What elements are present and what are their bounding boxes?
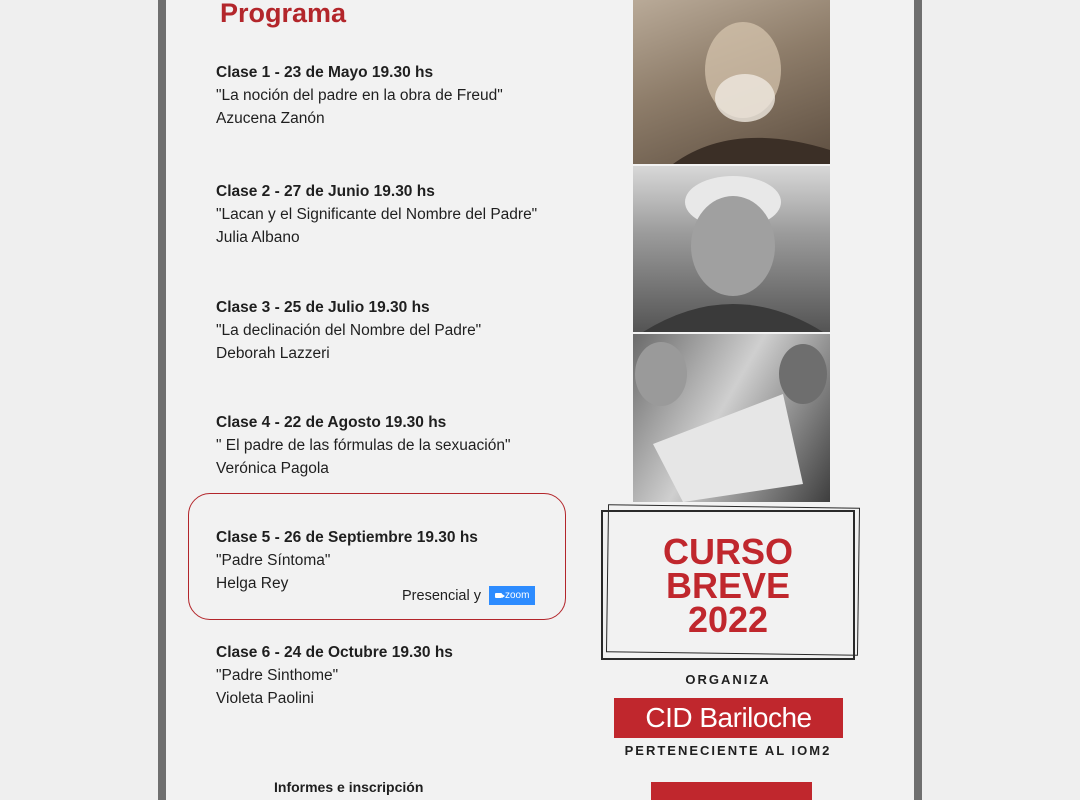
class-head: Clase 3 - 25 de Julio 19.30 hs bbox=[216, 299, 430, 316]
class-topic: "Padre Sinthome" bbox=[216, 667, 339, 684]
portrait-photo-2 bbox=[633, 166, 830, 332]
organizer-logo: CID Bariloche bbox=[614, 698, 843, 738]
class-6 bbox=[216, 641, 576, 710]
course-line-2: BREVE bbox=[665, 565, 791, 606]
class-speaker: Helga Rey bbox=[216, 575, 289, 592]
portrait-3-illustration bbox=[633, 334, 830, 502]
program-title: Programa bbox=[220, 0, 347, 28]
zoom-label: zoom bbox=[504, 590, 530, 601]
portrait-1-illustration bbox=[633, 0, 830, 164]
class-head: Clase 4 - 22 de Agosto 19.30 hs bbox=[216, 414, 447, 431]
class-head: Clase 6 - 24 de Octubre 19.30 hs bbox=[216, 644, 453, 661]
organizer-affiliation: PERTENECIENTE AL IOM2 bbox=[624, 743, 832, 758]
class-head: Clase 5 - 26 de Septiembre 19.30 hs bbox=[216, 529, 478, 546]
portrait-2-illustration bbox=[633, 166, 830, 332]
class-speaker: Violeta Paolini bbox=[216, 690, 314, 707]
modality-label: Presencial y bbox=[402, 587, 481, 604]
bottom-logo-fragment bbox=[651, 782, 812, 800]
class-head: Clase 1 - 23 de Mayo 19.30 hs bbox=[216, 64, 434, 81]
class-4 bbox=[216, 411, 576, 480]
course-year: 2022 bbox=[687, 599, 769, 640]
class-speaker: Verónica Pagola bbox=[216, 460, 329, 477]
class-topic: "Lacan y el Significante del Nombre del Padre" bbox=[216, 206, 538, 223]
class-2 bbox=[216, 180, 576, 249]
frame-left bbox=[158, 0, 166, 800]
class-1 bbox=[216, 61, 576, 130]
frame-right bbox=[914, 0, 922, 800]
class-head: Clase 2 - 27 de Junio 19.30 hs bbox=[216, 183, 435, 200]
class-topic: "La noción del padre en la obra de Freud" bbox=[216, 87, 503, 104]
video-camera-icon bbox=[495, 593, 502, 598]
info-heading: Informes e inscripción bbox=[274, 779, 424, 795]
course-line-1: CURSO bbox=[662, 531, 793, 572]
portrait-photo-1 bbox=[633, 0, 830, 164]
class-5 bbox=[216, 526, 576, 595]
class-topic: " El padre de las fórmulas de la sexuación" bbox=[216, 437, 511, 454]
modality-note bbox=[402, 586, 535, 605]
zoom-badge bbox=[489, 586, 535, 605]
class-speaker: Julia Albano bbox=[216, 229, 300, 246]
class-3 bbox=[216, 296, 576, 365]
class-speaker: Azucena Zanón bbox=[216, 110, 325, 127]
course-badge bbox=[601, 510, 855, 660]
class-topic: "Padre Síntoma" bbox=[216, 552, 331, 569]
class-speaker: Deborah Lazzeri bbox=[216, 345, 330, 362]
class-topic: "La declinación del Nombre del Padre" bbox=[216, 322, 482, 339]
portrait-photo-3 bbox=[633, 334, 830, 502]
organizer-caption: ORGANIZA bbox=[685, 672, 771, 687]
